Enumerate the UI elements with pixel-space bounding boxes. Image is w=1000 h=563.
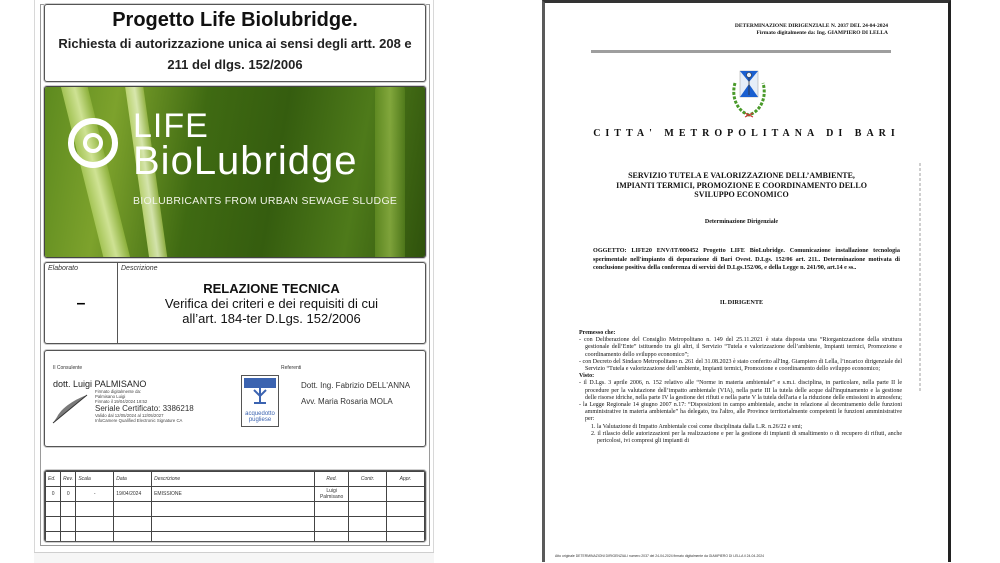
- title-block: [44, 4, 426, 82]
- signature-line: Firmato digitalmente da:: [95, 389, 142, 394]
- referenti-label: Referenti: [281, 365, 302, 371]
- document-subtitle-line1: Richiesta di autorizzazione unica ai sensi degli artt. 208 e: [58, 36, 412, 51]
- elaborato-cell: [45, 263, 118, 343]
- table-cell: [46, 517, 61, 532]
- table-cell: [387, 487, 425, 502]
- consulente-label: Il Consulente: [53, 365, 83, 371]
- logo-life-text: LIFE: [133, 107, 209, 145]
- revision-table: [45, 471, 425, 542]
- referente-name: Dott. Ing. Fabrizio DELL'ANNA: [301, 381, 411, 390]
- header-cell: Scala: [76, 472, 114, 487]
- right-document-page: [542, 0, 951, 562]
- header-cell: Red.: [315, 472, 349, 487]
- logo-text-2: pugliese: [248, 417, 272, 423]
- document-title: Progetto Life Biolubridge.: [112, 9, 358, 31]
- signature-serial: Seriale Certificato: 3386218: [95, 404, 194, 413]
- numbered-item: 2. il rilascio delle autorizzazioni per la realizzazione e per la gestione di impianti di smaltimento o di recupero di rifiuti, anche pericolosi, ivi compresi gli impianti di: [591, 430, 902, 445]
- service-line: IMPIANTI TERMICI, PROMOZIONE E COORDINAMENTO DELLO: [616, 180, 867, 190]
- report-subtitle-line2: all’art. 184-ter D.Lgs. 152/2006: [182, 311, 361, 326]
- table-cell: [114, 517, 152, 532]
- service-line: SERVIZIO TUTELA E VALORIZZAZIONE DELL’AMBIENTE,: [628, 171, 855, 180]
- consultant-block: [44, 350, 426, 447]
- logo-text-1: acquedotto: [245, 411, 275, 417]
- report-subtitle-line1: Verifica dei criteri e dei requisiti di cui: [164, 296, 379, 311]
- header-cell: Descrizione: [152, 472, 315, 487]
- signature-line: Firmato il 19/04/2024 18:52: [95, 399, 148, 404]
- description-block: [44, 262, 426, 344]
- header-cell: Ed.: [46, 472, 61, 487]
- descrizione-label: Descrizione: [121, 265, 158, 272]
- institution-name: CITTA' METROPOLITANA DI BARI: [593, 128, 900, 139]
- document-subtitle-line2: 211 del dlgs. 152/2006: [167, 57, 303, 72]
- table-row: [46, 487, 425, 502]
- project-banner: [44, 86, 426, 258]
- revision-table-block: [44, 470, 426, 542]
- plant-stalk-image: [375, 86, 405, 258]
- table-cell: [387, 502, 425, 517]
- table-cell: [114, 502, 152, 517]
- table-cell: 0: [61, 487, 76, 502]
- table-cell: 0: [46, 487, 61, 502]
- logo-biolubridge-text: BioLubridge: [133, 139, 358, 183]
- table-row: [46, 502, 425, 517]
- referente-name: Avv. Maria Rosaria MOLA: [301, 397, 393, 406]
- report-title: RELAZIONE TECNICA: [203, 281, 340, 296]
- determination-header: [735, 23, 888, 37]
- table-cell: Luigi Palmisano: [315, 487, 349, 502]
- header-cell: Appr.: [387, 472, 425, 487]
- logo-tagline: BIOLUBRICANTS FROM URBAN SEWAGE SLUDGE: [133, 195, 398, 207]
- body-paragraph: - con Decreto del Sindaco Metropolitano n. 261 del 31.08.2023 è stato conferito all'Ing. Giampiero di Lella, l’incarico dirigenziale del Servizio “Tutela e valorizzazione dell’ambiente, Impianti termici, Promozione e coordinamento dello sviluppo economico;: [579, 358, 902, 373]
- footer-note: Atto originale DETERMINAZIONI DIRIGENZIALI numero 2037 del 24-04-2024 firmato digitalmente da GIAMPIERO DI LELLA il 24-04-2024: [555, 554, 764, 558]
- signature-line: InfoCamere Qualified Electronic Signature CA: [95, 418, 183, 423]
- table-cell: [61, 517, 76, 532]
- table-cell: [315, 532, 349, 543]
- next-page-edge: [34, 552, 434, 563]
- table-cell: EMISSIONE: [152, 487, 315, 502]
- table-cell: [61, 532, 76, 543]
- table-cell: [387, 532, 425, 543]
- visto-heading: Visto:: [579, 373, 595, 380]
- body-paragraph: - con Deliberazione del Consiglio Metropolitano n. 149 del 25.11.2021 è stata disposta una “Riorganizzazione della struttura gestionale dell’Ente” istituendo tra gli altri, il Servizio “Tutela e valorizzazione dell’ambiente, Impianti termici, Promozione e coordinamento dello sviluppo economico”;: [579, 337, 902, 358]
- service-line: SVILUPPO ECONOMICO: [694, 190, 789, 199]
- body-paragraph: - il D.Lgs. 3 aprile 2006, n. 152 relativo alle “Norme in materia ambientale” e s.m.i. disciplina, in particolare, nella parte II le procedure per la valutazione dell’impatto ambientale (VIA), nella parte III la tutela delle acque dall'inquinamento e la gestione delle risorse idriche, nella parte IV la gestione dei rifiuti e nella parte V la tutela dell'aria e la riduzione delle emissioni in atmosfera;: [579, 380, 902, 401]
- table-cell: [76, 517, 114, 532]
- table-cell: [152, 532, 315, 543]
- header-cell: Data: [114, 472, 152, 487]
- table-cell: [349, 502, 387, 517]
- tree-logo-icon: [242, 376, 278, 406]
- signature-line: Palmisano Luigi: [95, 394, 126, 399]
- table-cell: [152, 517, 315, 532]
- coat-of-arms-icon: [727, 69, 771, 121]
- body-paragraph: - la Legge Regionale 14 giugno 2007 n.17: “Disposizioni in campo ambientale, anche in relazione al decentramento delle funzioni amministrative in materia ambientale” ha delegato, tra l'altro, alle Province territorialmente competenti le funzioni amministrative per:: [579, 402, 902, 423]
- signed-by: Firmato digitalmente da: Ing. GIAMPIERO DI LELLA: [756, 30, 888, 36]
- numbered-item: 1. la Valutazione di Impatto Ambientale così come disciplinata dalla L.R. n.26/22 e smi;: [591, 423, 803, 430]
- elaborato-value: –: [76, 295, 86, 312]
- table-cell: [76, 532, 114, 543]
- consulente-name: dott. Luigi PALMISANO: [53, 379, 147, 389]
- header-cell: Rev.: [61, 472, 76, 487]
- table-cell: [349, 487, 387, 502]
- revision-header-row: [46, 472, 425, 487]
- table-cell: [387, 517, 425, 532]
- document-body: [579, 330, 902, 445]
- acquedotto-pugliese-logo: [241, 375, 279, 427]
- document-type: Determinazione Dirigenziale: [704, 219, 779, 225]
- table-cell: [315, 517, 349, 532]
- table-row: [46, 532, 425, 543]
- table-cell: [76, 502, 114, 517]
- vertical-protocol-stamp: [915, 163, 925, 393]
- premesso-heading: Premesso che:: [579, 330, 616, 336]
- descrizione-cell: [118, 263, 425, 343]
- table-row: [46, 517, 425, 532]
- table-cell: [46, 532, 61, 543]
- table-cell: [349, 532, 387, 543]
- header-cell: Contr.: [349, 472, 387, 487]
- table-cell: [349, 517, 387, 532]
- quill-pen-icon: [51, 391, 91, 425]
- header-rule: [591, 50, 891, 53]
- table-cell: [61, 502, 76, 517]
- elaborato-label: Elaborato: [48, 265, 78, 272]
- stamp-text-faint: [919, 163, 921, 393]
- table-cell: 19/04/2024: [114, 487, 152, 502]
- section-heading: IL DIRIGENTE: [719, 299, 764, 306]
- signature-line: Valido dal 12/05/2024 al 12/05/2027: [95, 413, 164, 418]
- table-cell: [315, 502, 349, 517]
- service-name: [565, 171, 918, 200]
- digital-signature: [95, 389, 194, 423]
- table-cell: [152, 502, 315, 517]
- determination-number: DETERMINAZIONE DIRIGENZIALE N. 2037 DEL 24-04-2024: [734, 23, 888, 29]
- table-cell: -: [76, 487, 114, 502]
- subject-paragraph: OGGETTO: LIFE20 ENV/IT/000452 Progetto LIFE BioLubridge. Comunicazione installazione tecnologia sperimentale nell'impianto di depurazione di Bari Ovest. D.Lgs. 152/06 art. 211.. Determinazione motivata di conclusione positiva della conferenza di servizi del D.Lgs.152/06, e della Legge n. 241/90, art.14 e ss..: [593, 247, 900, 271]
- table-cell: [114, 532, 152, 543]
- table-cell: [46, 502, 61, 517]
- swirl-logo-icon: [65, 115, 121, 171]
